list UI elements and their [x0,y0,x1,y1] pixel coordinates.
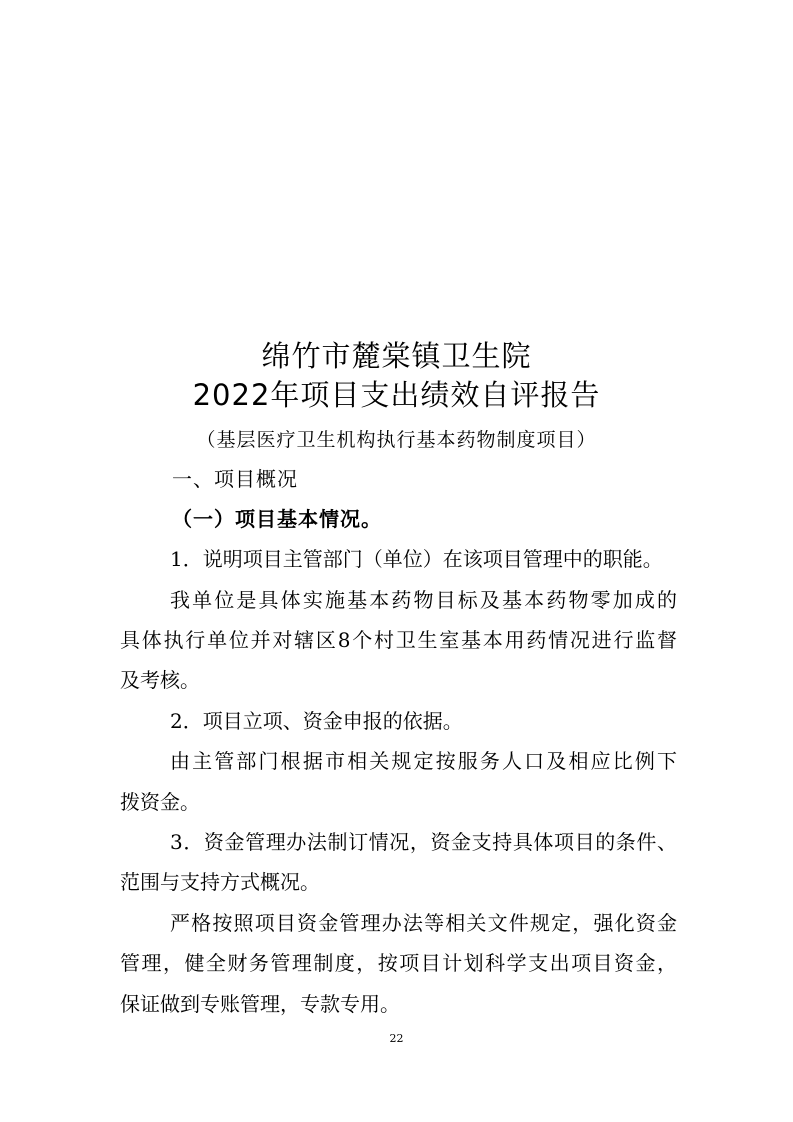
paragraph-line: 及考核。 [120,668,200,692]
section-heading: 一、项目概况 [172,467,298,491]
paragraph-line: 具体执行单位并对辖区8个村卫生室基本用药情况进行监督 [120,628,677,652]
paragraph-line: 保证做到专账管理，专款专用。 [120,992,400,1016]
title-line-1: 绵竹市麓棠镇卫生院 [261,339,532,373]
item-1-heading: 1．说明项目主管部门（单位）在该项目管理中的职能。 [170,547,663,571]
paragraph-line: 拨资金。 [120,790,200,814]
title-line-2: 2022年项目支出绩效自评报告 [192,378,601,412]
subsection-heading: （一）项目基本情况。 [172,507,382,531]
item-2-heading: 2．项目立项、资金申报的依据。 [170,709,463,733]
paragraph-line: 严格按照项目资金管理办法等相关文件规定，强化资金 [170,911,677,935]
item-3-heading: 3．资金管理办法制订情况，资金支持具体项目的条件、 [170,830,677,854]
paragraph-line: 管理，健全财务管理制度，按项目计划科学支出项目资金， [120,951,677,975]
item-3-heading-cont: 范围与支持方式概况。 [120,870,320,894]
page-number: 22 [389,1032,404,1045]
subtitle: （基层医疗卫生机构执行基本药物制度项目） [196,429,597,451]
paragraph-line: 我单位是具体实施基本药物目标及基本药物零加成的 [170,588,677,612]
paragraph-line: 由主管部门根据市相关规定按服务人口及相应比例下 [170,749,677,773]
